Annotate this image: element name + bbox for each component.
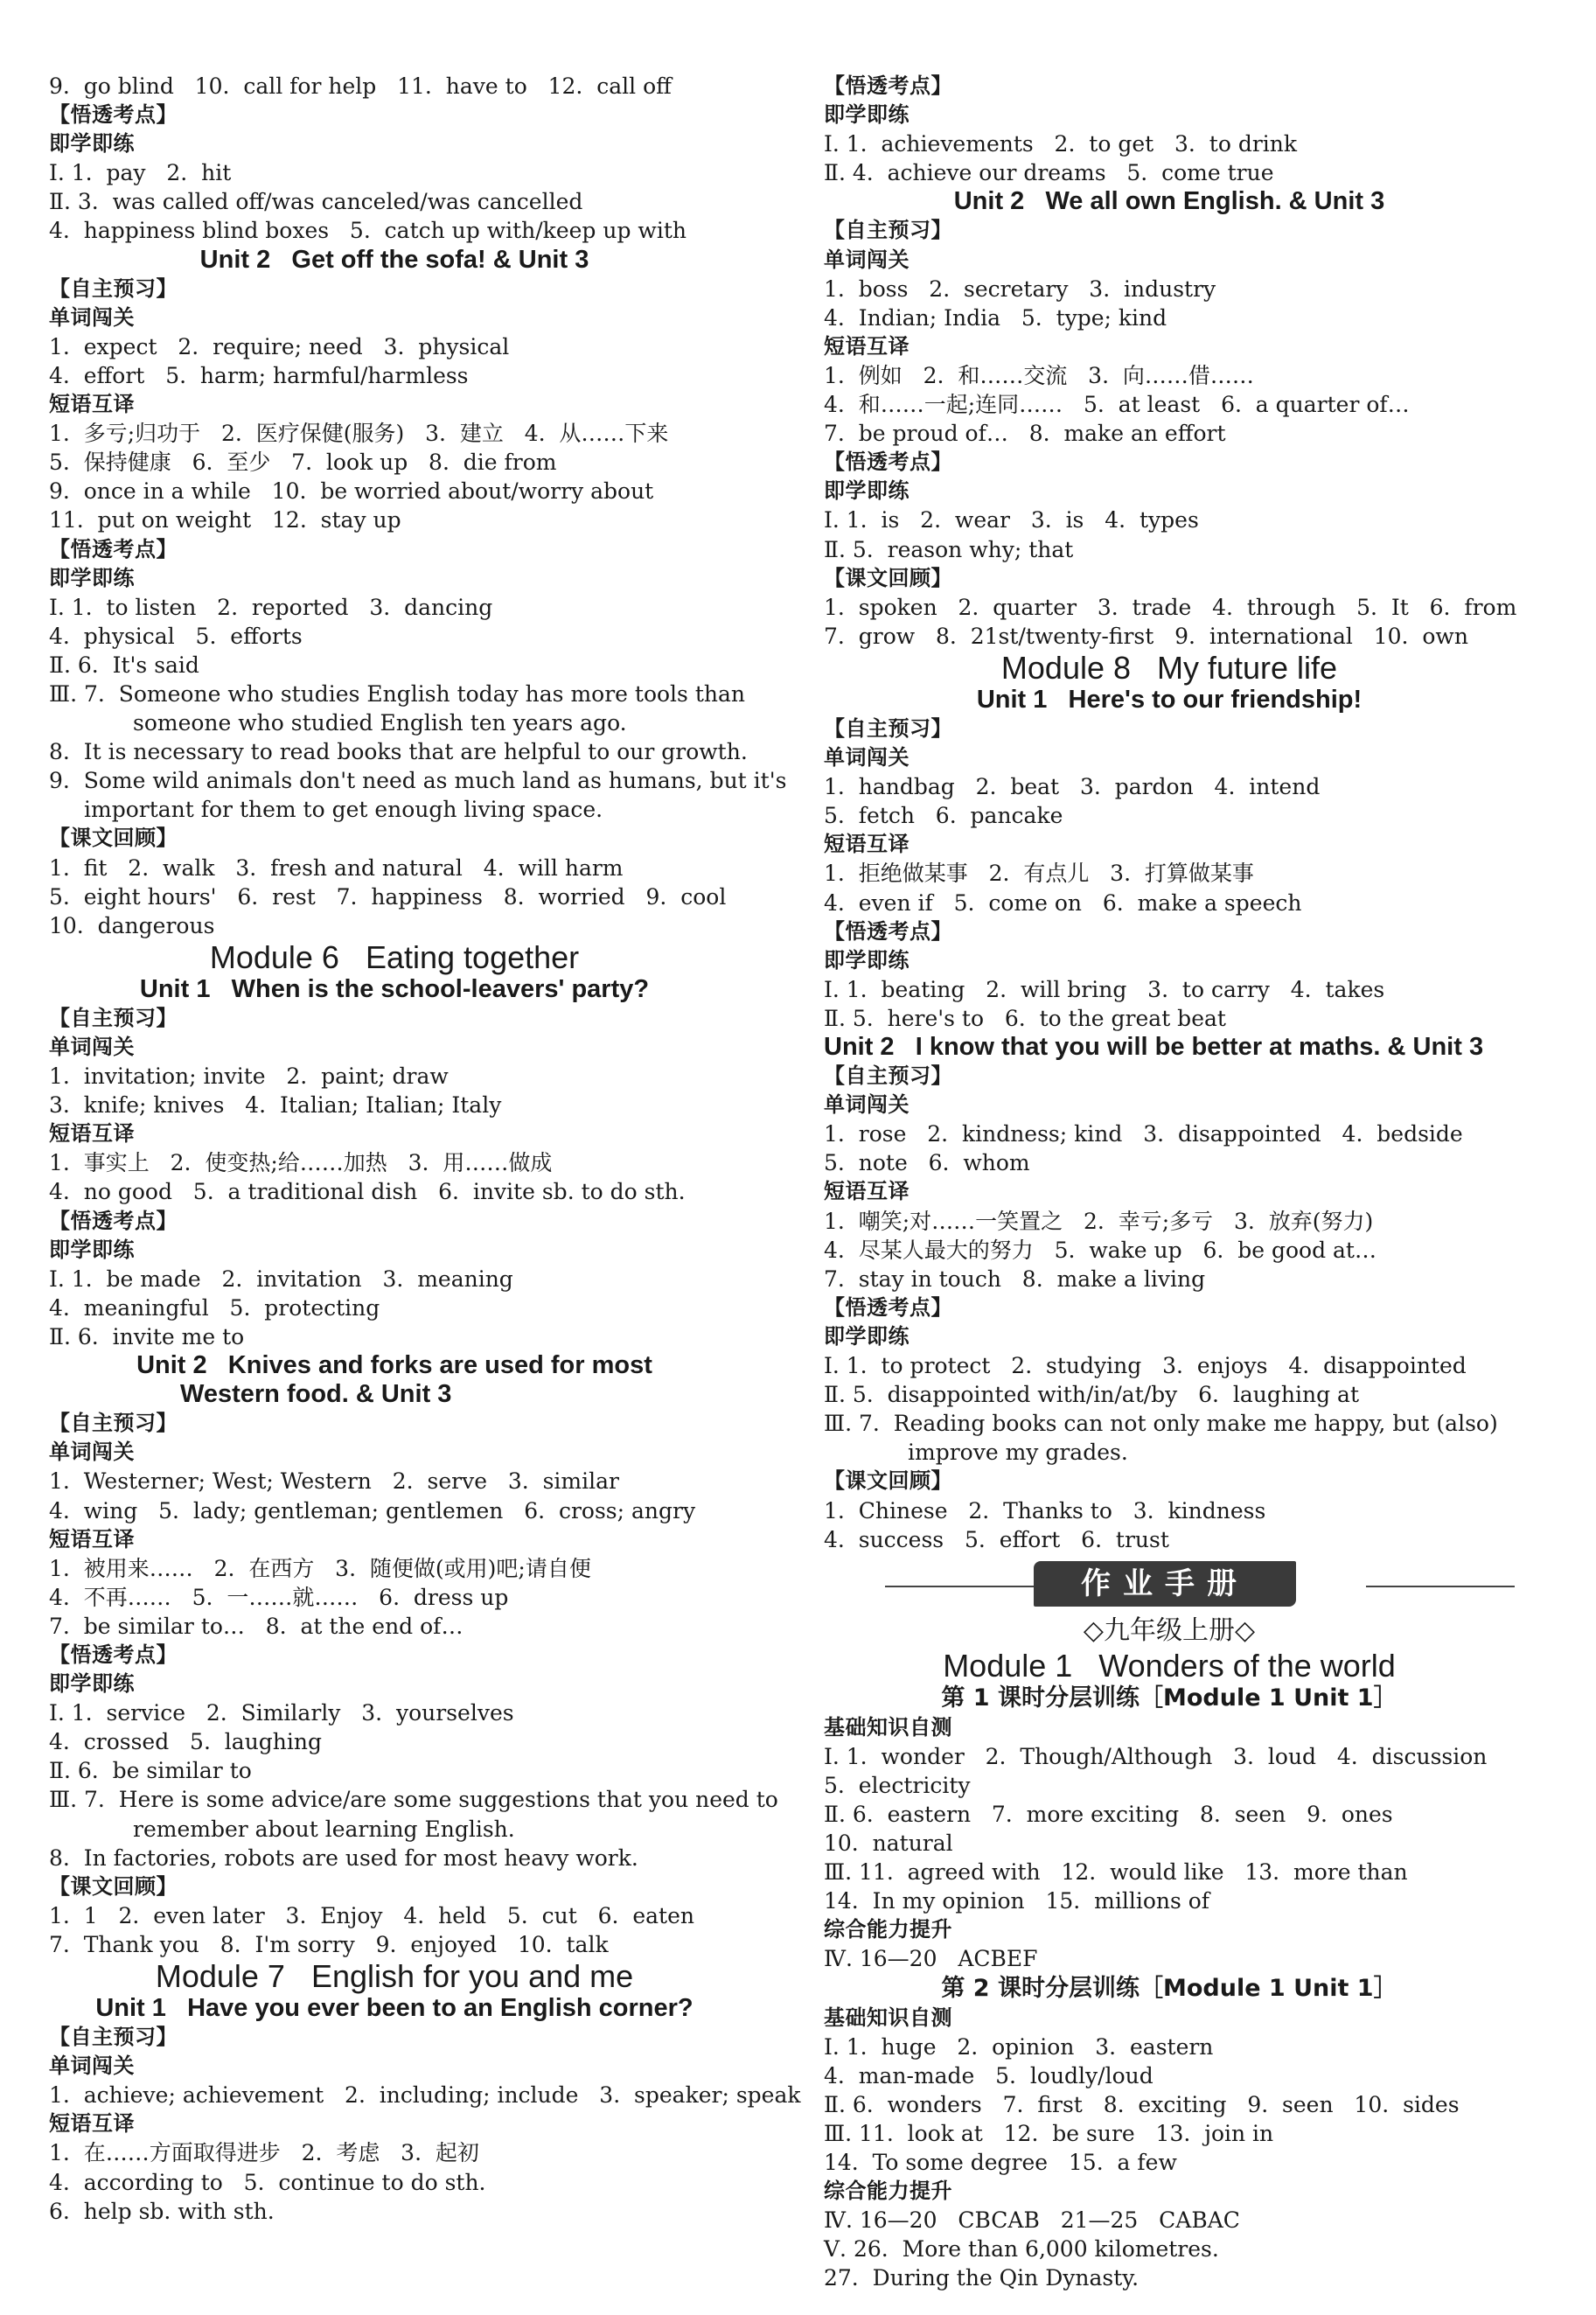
answer-line: 9. once in a while 10. be worried about/worry about xyxy=(49,478,654,505)
answer-line-cont: important for them to get enough living space. xyxy=(84,797,603,823)
answer-line: Ⅱ. 5. here's to 6. to the great beat xyxy=(824,1005,1226,1031)
answer-line: 7. grow 8. 21st/twenty-first 9. international 10. own xyxy=(824,623,1468,649)
lesson-title: 第 1 课时分层训练［Module 1 Unit 1］ xyxy=(941,1684,1397,1712)
module-title: Module 7 English for you and me xyxy=(155,1958,634,1994)
section-heading: 【自主预习】 xyxy=(49,2025,178,2050)
answer-line: 10. natural xyxy=(824,1830,953,1857)
section-heading: 短语互译 xyxy=(49,392,135,417)
unit-title: Unit 1 Have you ever been to an English corner? xyxy=(95,1994,693,2022)
section-heading: 【课文回顾】 xyxy=(49,1873,178,1899)
answer-line: 4. wing 5. lady; gentleman; gentlemen 6. cross; angry xyxy=(49,1497,696,1524)
section-heading: 单词闯关 xyxy=(824,247,910,272)
section-heading: 短语互译 xyxy=(49,1121,135,1147)
section-heading: 【课文回顾】 xyxy=(49,826,178,851)
answer-line: 1. 嘲笑;对……一笑置之 2. 幸亏;多亏 3. 放弃(努力) xyxy=(824,1208,1374,1234)
section-heading: 综合能力提升 xyxy=(824,1917,952,1942)
answer-line: 9. Some wild animals don't need as much land as humans, but it's xyxy=(49,768,787,794)
answer-line: 3. knife; knives 4. Italian; Italian; Italy xyxy=(49,1092,502,1119)
answer-line: 1. handbag 2. beat 3. pardon 4. intend xyxy=(824,774,1321,800)
answer-line: 4. meaningful 5. protecting xyxy=(49,1294,380,1321)
section-heading: 【悟透考点】 xyxy=(49,1208,178,1233)
section-heading: 短语互译 xyxy=(49,1526,135,1551)
answer-line: 6. help sb. with sth. xyxy=(49,2198,275,2224)
module-title: Module 1 Wonders of the world xyxy=(943,1647,1396,1684)
answer-line: 27. During the Qin Dynasty. xyxy=(824,2265,1140,2291)
answer-line: 7. Thank you 8. I'm sorry 9. enjoyed 10. talk xyxy=(49,1931,609,1957)
answer-line: 4. effort 5. harm; harmful/harmless xyxy=(49,362,469,388)
answer-line: Ⅱ. 6. invite me to xyxy=(49,1323,245,1349)
answer-line-cont: improve my grades. xyxy=(908,1440,1128,1466)
answer-line: Ⅱ. 6. be similar to xyxy=(49,1758,252,1784)
answer-line: Ⅲ. 11. look at 12. be sure 13. join in xyxy=(824,2120,1274,2146)
section-heading: 即学即练 xyxy=(824,478,910,504)
answer-line: 1. Chinese 2. Thanks to 3. kindness xyxy=(824,1497,1266,1524)
section-heading: 综合能力提升 xyxy=(824,2179,952,2204)
answer-line: Ⅰ. 1. achievements 2. to get 3. to drink xyxy=(824,131,1298,157)
grade-title: ◇九年级上册◇ xyxy=(1083,1614,1256,1646)
answer-line: 1. 被用来…… 2. 在西方 3. 随便做(或用)吧;请自便 xyxy=(49,1555,591,1581)
answer-line: Ⅰ. 1. is 2. wear 3. is 4. types xyxy=(824,507,1199,533)
section-heading: 即学即练 xyxy=(49,131,135,157)
section-heading: 短语互译 xyxy=(49,2111,135,2137)
answer-line: 1. 例如 2. 和……交流 3. 向……借…… xyxy=(824,362,1254,388)
section-heading: 即学即练 xyxy=(824,102,910,128)
answer-line: 4. happiness blind boxes 5. catch up with/keep up with xyxy=(49,218,686,244)
answer-line: Ⅰ. 1. service 2. Similarly 3. yourselves xyxy=(49,1700,514,1726)
answer-line: Ⅱ. 5. reason why; that xyxy=(824,536,1074,562)
answer-line: 1. 拒绝做某事 2. 有点儿 3. 打算做某事 xyxy=(824,861,1254,887)
left-column xyxy=(49,72,801,2226)
section-heading: 短语互译 xyxy=(824,333,910,359)
banner-rule-right xyxy=(1366,1586,1515,1587)
answer-line: Ⅰ. 1. huge 2. opinion 3. eastern xyxy=(824,2033,1214,2060)
section-heading: 即学即练 xyxy=(824,1323,910,1349)
section-heading: 【悟透考点】 xyxy=(824,918,952,944)
answer-line: Ⅱ. 6. eastern 7. more exciting 8. seen 9. ones xyxy=(824,1801,1393,1827)
section-heading: 即学即练 xyxy=(49,1671,135,1697)
section-heading: 基础知识自测 xyxy=(824,2005,952,2030)
answer-line: 4. 尽某人最大的努力 5. wake up 6. be good at… xyxy=(824,1237,1376,1263)
answer-line: Ⅳ. 16—20 ACBEF xyxy=(824,1946,1038,1972)
answer-line: 4. man-made 5. loudly/loud xyxy=(824,2062,1153,2088)
section-heading: 【悟透考点】 xyxy=(49,102,178,128)
banner-title: 作业手册 xyxy=(1034,1561,1296,1607)
section-banner xyxy=(824,1559,1515,1612)
answer-line: 4. physical 5. efforts xyxy=(49,623,303,649)
answer-line: Ⅱ. 6. It's said xyxy=(49,652,199,678)
answer-line: Ⅱ. 6. wonders 7. first 8. exciting 9. seen 10. sides xyxy=(824,2091,1460,2117)
answer-line: 1. spoken 2. quarter 3. trade 4. through 5. It 6. from xyxy=(824,594,1517,620)
section-heading: 【悟透考点】 xyxy=(49,536,178,561)
answer-line: 4. Indian; India 5. type; kind xyxy=(824,304,1167,331)
answer-line: Ⅰ. 1. to listen 2. reported 3. dancing xyxy=(49,594,493,620)
answer-line: 5. eight hours' 6. rest 7. happiness 8. worried 9. cool xyxy=(49,883,727,910)
section-heading: 单词闯关 xyxy=(49,304,135,330)
answer-line: 14. In my opinion 15. millions of xyxy=(824,1888,1210,1914)
section-heading: 即学即练 xyxy=(824,947,910,973)
answer-line: 10. dangerous xyxy=(49,912,215,938)
answer-line: 5. electricity xyxy=(824,1772,971,1798)
unit-title: Unit 1 When is the school-leavers' party? xyxy=(139,974,650,1003)
section-heading: 【自主预习】 xyxy=(49,275,178,301)
answer-line-cont: remember about learning English. xyxy=(133,1816,515,1842)
answer-line-cont: someone who studied English ten years ago. xyxy=(133,710,627,736)
answer-line: 4. even if 5. come on 6. make a speech xyxy=(824,889,1302,916)
answer-line: Ⅱ. 5. disappointed with/in/at/by 6. laughing at xyxy=(824,1382,1359,1408)
section-heading: 【悟透考点】 xyxy=(824,1294,952,1320)
section-heading: 【悟透考点】 xyxy=(49,1642,178,1667)
answer-line: 4. 和……一起;连同…… 5. at least 6. a quarter of… xyxy=(824,392,1410,418)
answer-line: 4. 不再…… 5. 一……就…… 6. dress up xyxy=(49,1584,509,1610)
answer-line: 1. invitation; invite 2. paint; draw xyxy=(49,1063,449,1090)
unit-title: Unit 2 Get off the sofa! & Unit 3 xyxy=(199,245,589,274)
answer-line: 1. rose 2. kindness; kind 3. disappointed 4. bedside xyxy=(824,1121,1463,1147)
section-heading: 【自主预习】 xyxy=(49,1411,178,1436)
answer-line: 7. be similar to… 8. at the end of… xyxy=(49,1613,463,1639)
answer-line: 1. 1 2. even later 3. Enjoy 4. held 5. cut 6. eaten xyxy=(49,1902,695,1928)
answer-line: Ⅲ. 11. agreed with 12. would like 13. more than xyxy=(824,1859,1408,1886)
answer-line: 5. 保持健康 6. 至少 7. look up 8. die from xyxy=(49,450,557,476)
section-heading: 【自主预习】 xyxy=(824,218,952,243)
section-heading: 单词闯关 xyxy=(49,1035,135,1059)
answer-line: Ⅰ. 1. to protect 2. studying 3. enjoys 4. disappointed xyxy=(824,1353,1467,1379)
answer-line: 14. To some degree 15. a few xyxy=(824,2150,1177,2175)
banner-rule-left xyxy=(885,1586,1034,1587)
section-heading: 【悟透考点】 xyxy=(824,450,952,475)
answer-line: 1. boss 2. secretary 3. industry xyxy=(824,275,1216,302)
section-heading: 【悟透考点】 xyxy=(824,73,952,98)
lesson-title: 第 2 课时分层训练［Module 1 Unit 1］ xyxy=(941,1974,1397,2002)
answer-line: 7. stay in touch 8. make a living xyxy=(824,1266,1206,1292)
answer-line: Ⅲ. 7. Someone who studies English today has more tools than xyxy=(49,680,745,707)
answer-line: Ⅲ. 7. Here is some advice/are some suggestions that you need to xyxy=(49,1787,778,1813)
answer-line: 1. expect 2. require; need 3. physical xyxy=(49,333,510,359)
answer-line: 11. put on weight 12. stay up xyxy=(49,507,401,533)
section-heading: 单词闯关 xyxy=(824,1092,910,1118)
right-column xyxy=(824,72,1515,2292)
module-title: Module 8 My future life xyxy=(1000,649,1338,686)
unit-title: Unit 1 Here's to our friendship! xyxy=(976,685,1363,714)
answer-line: 4. crossed 5. laughing xyxy=(49,1729,322,1755)
answer-line: 1. 事实上 2. 使变热;给……加热 3. 用……做成 xyxy=(49,1150,553,1176)
unit-title: Unit 2 Knives and forks are used for most xyxy=(136,1351,652,1380)
answer-line: Ⅰ. 1. wonder 2. Though/Although 3. loud 4. discussion xyxy=(824,1743,1488,1769)
section-heading: 即学即练 xyxy=(49,565,135,590)
answer-line: 1. achieve; achievement 2. including; include 3. speaker; speak xyxy=(49,2082,801,2109)
answer-line: 8. It is necessary to read books that are helpful to our growth. xyxy=(49,739,748,765)
answer-line: 9. go blind 10. call for help 11. have to 12. call off xyxy=(49,73,672,99)
answer-line: 8. In factories, robots are used for most heavy work. xyxy=(49,1844,638,1871)
answer-line: Ⅲ. 7. Reading books can not only make me happy, but (also) xyxy=(824,1411,1498,1437)
answer-line: 4. no good 5. a traditional dish 6. invite sb. to do sth. xyxy=(49,1179,686,1205)
answer-line: Ⅱ. 4. achieve our dreams 5. come true xyxy=(824,160,1274,186)
section-heading: 【课文回顾】 xyxy=(824,565,952,590)
answer-line: Ⅰ. 1. be made 2. invitation 3. meaning xyxy=(49,1266,513,1292)
section-heading: 【自主预习】 xyxy=(49,1005,178,1030)
section-heading: 基础知识自测 xyxy=(824,1714,952,1740)
section-heading: 短语互译 xyxy=(824,1179,910,1204)
unit-title: Unit 2 I know that you will be better at maths. & Unit 3 xyxy=(824,1033,1484,1061)
answer-line: Ⅰ. 1. beating 2. will bring 3. to carry 4. takes xyxy=(824,976,1385,1002)
answer-line: 1. 在……方面取得进步 2. 考虑 3. 起初 xyxy=(49,2140,479,2166)
section-heading: 短语互译 xyxy=(824,832,910,857)
answer-line: Ⅴ. 26. More than 6,000 kilometres. xyxy=(824,2236,1219,2263)
section-heading: 【自主预习】 xyxy=(824,1063,952,1089)
answer-line: 1. fit 2. walk 3. fresh and natural 4. will harm xyxy=(49,854,624,881)
section-heading: 单词闯关 xyxy=(49,2054,135,2079)
answer-line: 4. according to 5. continue to do sth. xyxy=(49,2169,486,2195)
answer-line: 4. success 5. effort 6. trust xyxy=(824,1526,1169,1552)
answer-line: 1. Westerner; West; Western 2. serve 3. similar xyxy=(49,1468,619,1495)
answer-line: 1. 多亏;归功于 2. 医疗保健(服务) 3. 建立 4. 从……下来 xyxy=(49,421,669,447)
module-title: Module 6 Eating together xyxy=(209,938,580,975)
answer-line: Ⅱ. 3. was called off/was canceled/was cancelled xyxy=(49,189,583,215)
answer-line: 5. fetch 6. pancake xyxy=(824,803,1063,829)
answer-line: Ⅰ. 1. pay 2. hit xyxy=(49,160,232,186)
answer-line: 7. be proud of… 8. make an effort xyxy=(824,421,1226,447)
section-heading: 单词闯关 xyxy=(824,745,910,771)
section-heading: 【自主预习】 xyxy=(824,715,952,741)
unit-title: Western food. & Unit 3 xyxy=(180,1380,452,1409)
unit-title: Unit 2 We all own English. & Unit 3 xyxy=(953,187,1385,216)
section-heading: 【课文回顾】 xyxy=(824,1468,952,1494)
answer-line: 5. note 6. whom xyxy=(824,1150,1030,1176)
section-heading: 即学即练 xyxy=(49,1237,135,1262)
section-heading: 单词闯关 xyxy=(49,1440,135,1465)
answer-line: Ⅳ. 16—20 CBCAB 21—25 CABAC xyxy=(824,2207,1240,2234)
